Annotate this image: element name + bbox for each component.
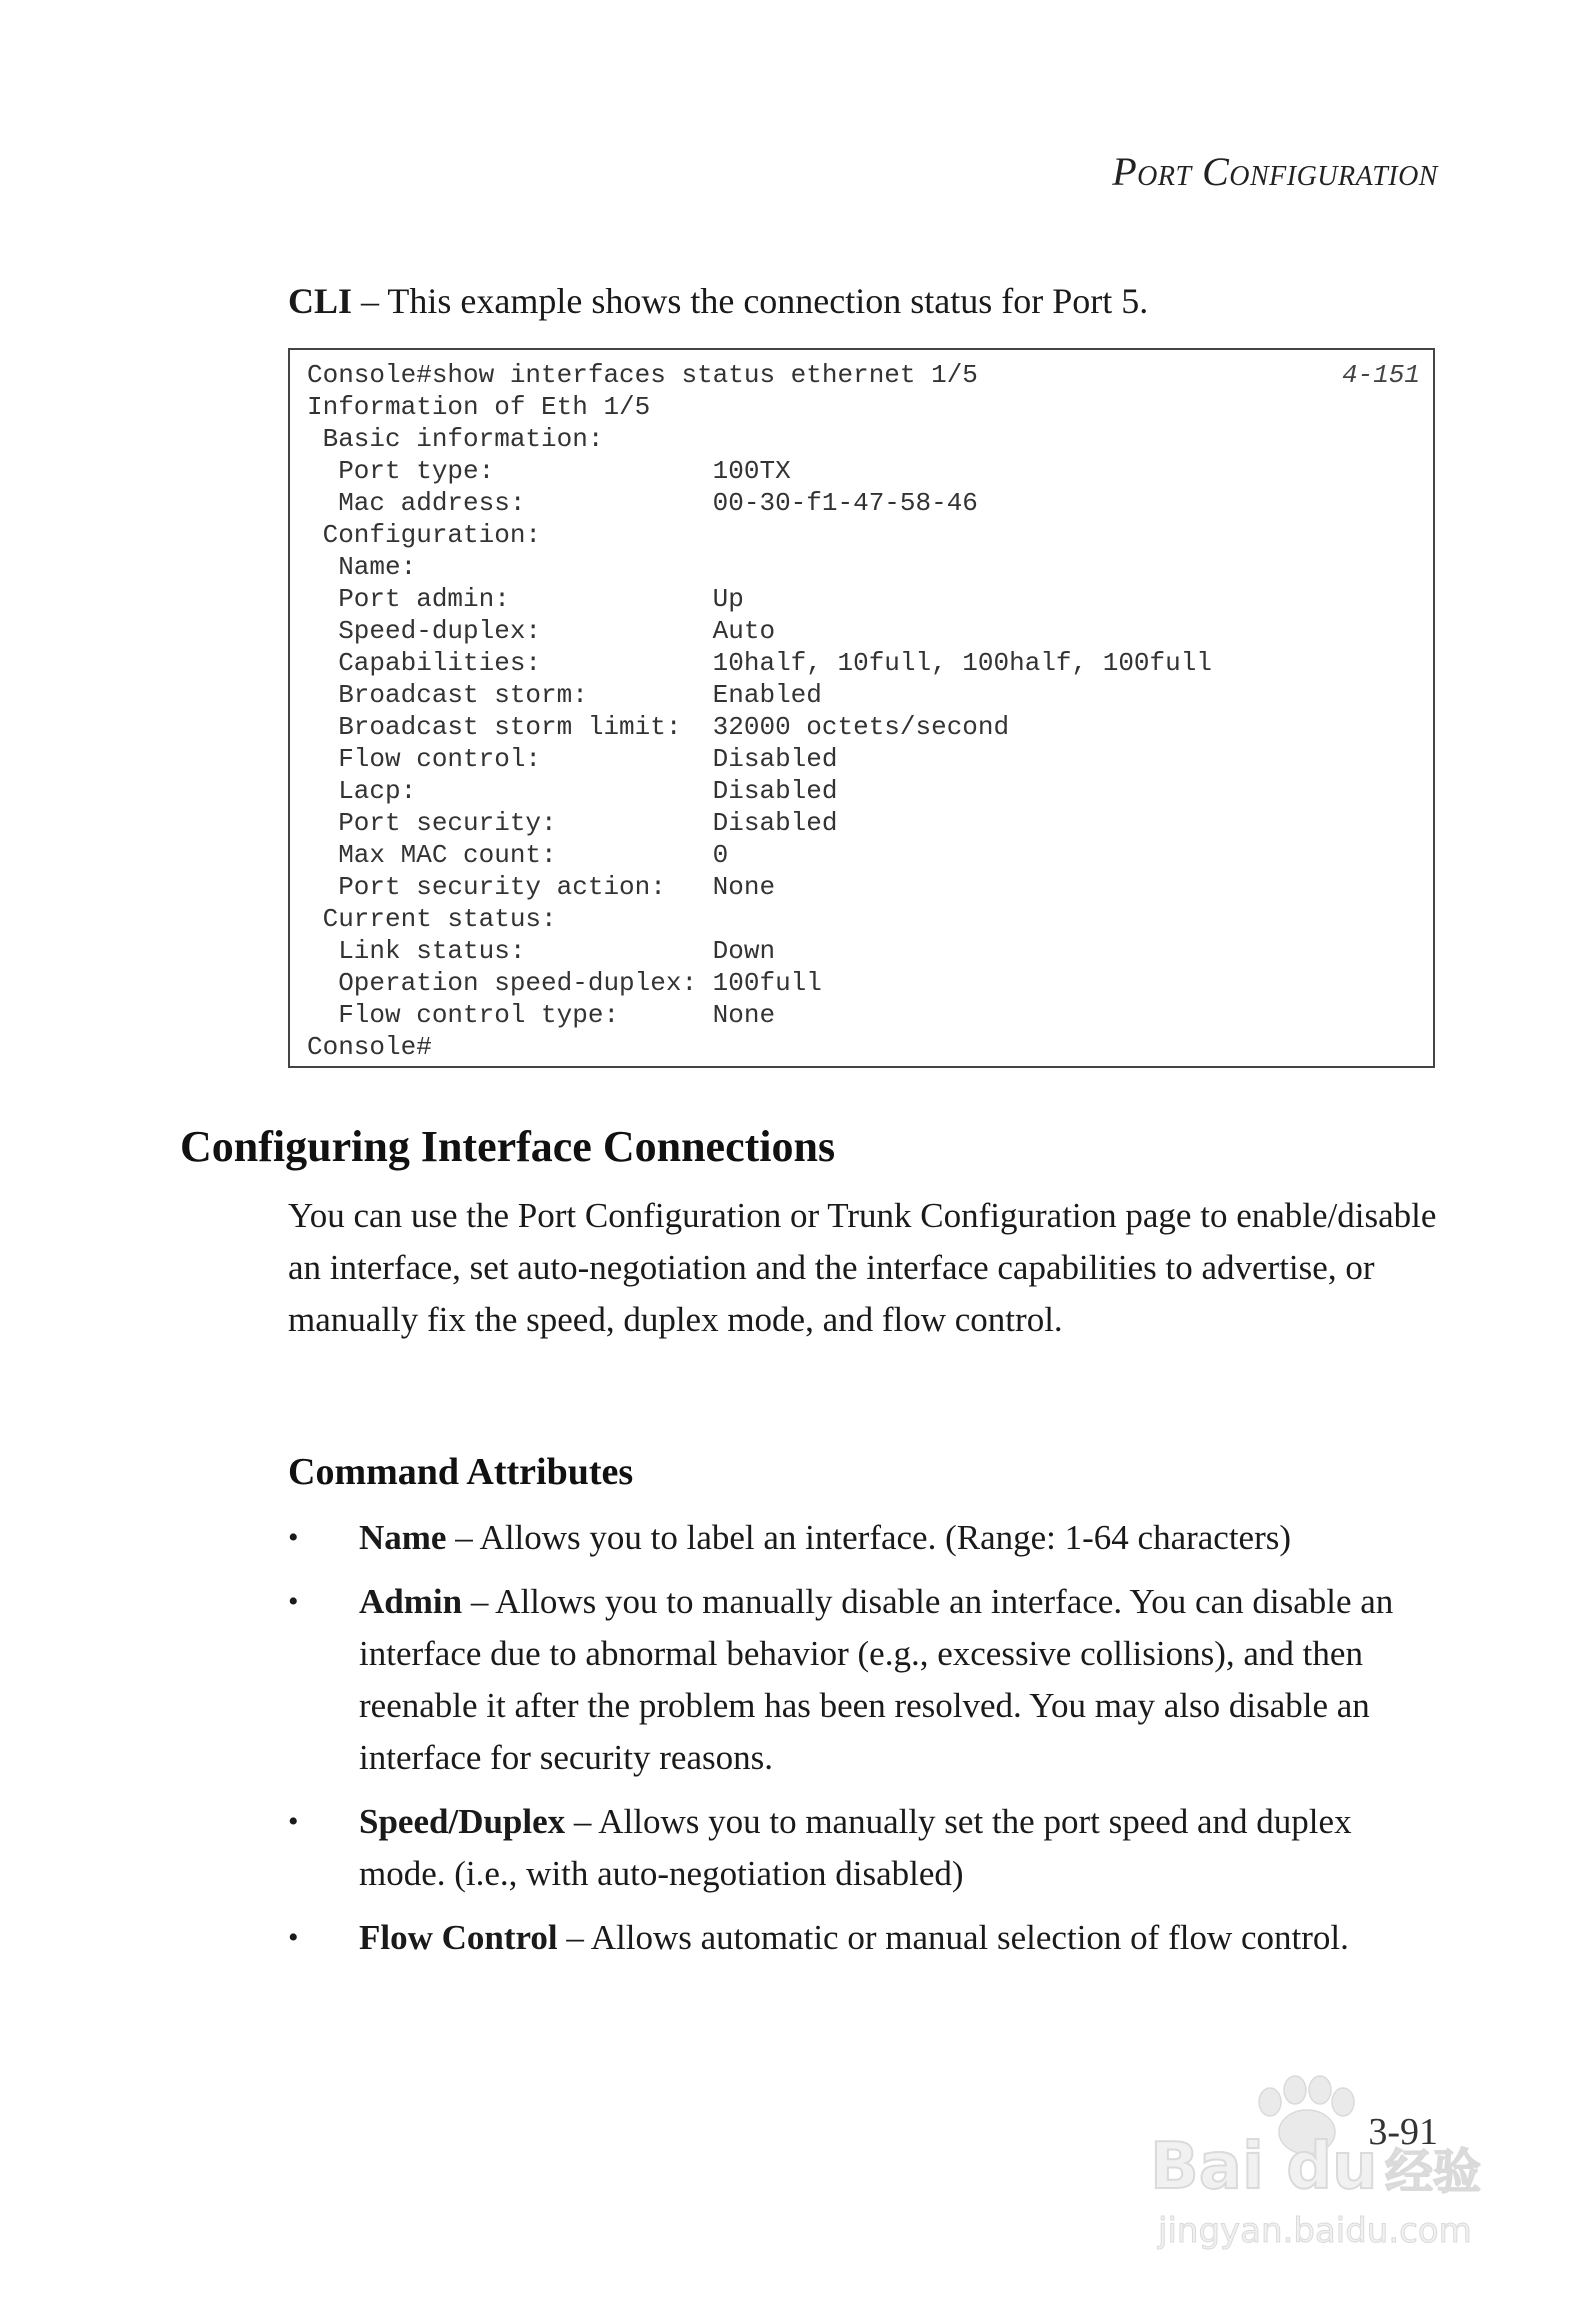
code-line: Mac address: 00-30-f1-47-58-46 — [307, 488, 978, 518]
code-line: Console#show interfaces status ethernet 1/5 4-151 — [307, 360, 1420, 390]
code-line: Operation speed-duplex: 100full — [307, 968, 822, 998]
code-line: Broadcast storm limit: 32000 octets/second — [307, 712, 1010, 742]
code-line: Link status: Down — [307, 936, 776, 966]
cli-intro — [288, 280, 1148, 322]
code-line: Basic information: — [307, 424, 604, 454]
list-item — [288, 1796, 1438, 1900]
attribute-term: Speed/Duplex — [359, 1802, 566, 1841]
page-number: 3-91 — [1368, 2111, 1438, 2153]
code-line: Port security action: None — [307, 872, 776, 902]
list-item — [288, 1912, 1438, 1964]
code-line: Current status: — [307, 904, 557, 934]
attribute-text: – Allows you to manually disable an interface. You can disable an interface due to abnormal behavior (e.g., excessive collisions), and then reenable it after the problem has been resolved. You may also disable an interface for security reasons. — [359, 1582, 1394, 1777]
attribute-text: – Allows automatic or manual selection of flow control. — [557, 1918, 1349, 1957]
attribute-text: – Allows you to label an interface. (Range: 1-64 characters) — [446, 1518, 1292, 1557]
list-item — [288, 1576, 1438, 1784]
code-line: Max MAC count: 0 — [307, 840, 729, 870]
code-line: Flow control type: None — [307, 1000, 776, 1030]
page-reference: 4-151 — [1341, 360, 1420, 390]
code-line: Speed-duplex: Auto — [307, 616, 776, 646]
running-header: Port Configuration — [1112, 149, 1438, 194]
section-title: Configuring Interface Connections — [180, 1122, 836, 1171]
code-line: Flow control: Disabled — [307, 744, 838, 774]
svg-text:经验: 经验 — [1385, 2144, 1482, 2200]
attribute-term: Flow Control — [359, 1918, 558, 1957]
attribute-term: Name — [359, 1518, 447, 1557]
code-line: Broadcast storm: Enabled — [307, 680, 822, 710]
list-item — [288, 1512, 1438, 1564]
svg-text:Bai du: Bai du — [1150, 2130, 1378, 2204]
attribute-list — [288, 1512, 1438, 1976]
bullet-icon: • — [288, 1805, 299, 1838]
cli-label: CLI — [288, 281, 353, 321]
bullet-icon: • — [288, 1521, 299, 1554]
bullet-icon: • — [288, 1921, 299, 1954]
cli-code-block — [288, 348, 1435, 1068]
baidu-jingyan-watermark — [1110, 2060, 1490, 2260]
code-line: Port security: Disabled — [307, 808, 838, 838]
cli-intro-text: – This example shows the connection status for Port 5. — [352, 281, 1149, 321]
code-line: Capabilities: 10half, 10full, 100half, 100full — [307, 648, 1212, 678]
section-paragraph: You can use the Port Configuration or Trunk Configuration page to enable/disable an interface, set auto-negotiation and the interface capabilities to advertise, or manually fix the speed, duplex mode, and flow control. — [288, 1196, 1437, 1339]
svg-text:jingyan.baidu.com: jingyan.baidu.com — [1158, 2211, 1472, 2251]
code-line: Console# — [307, 1032, 432, 1062]
attribute-term: Admin — [359, 1582, 463, 1621]
code-line: Lacp: Disabled — [307, 776, 838, 806]
code-line: Information of Eth 1/5 — [307, 392, 651, 422]
attribute-text: – Allows you to manually set the port speed and duplex mode. (i.e., with auto-negotiation disabled) — [359, 1802, 1352, 1893]
code-line: Port type: 100TX — [307, 456, 791, 486]
code-line: Name: — [307, 552, 417, 582]
code-line: Port admin: Up — [307, 584, 744, 614]
bullet-icon: • — [288, 1585, 299, 1618]
code-line: Configuration: — [307, 520, 542, 550]
command-attributes-title: Command Attributes — [288, 1451, 634, 1493]
